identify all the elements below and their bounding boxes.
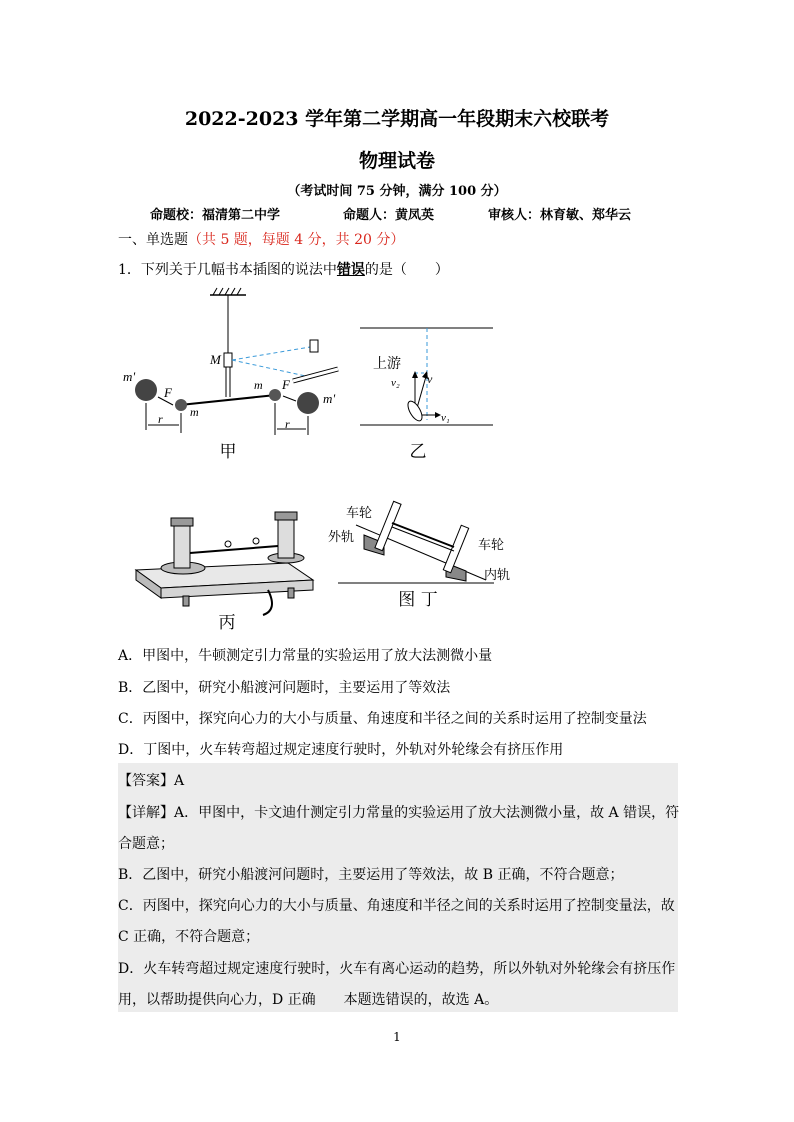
answer-line: 【答案】A [118, 773, 185, 789]
stem-emphasis: 错误 [336, 262, 365, 278]
label-outer-rail: 外轨 [328, 529, 355, 544]
label-v: v [427, 372, 433, 386]
detail-line-1: 【详解】A．甲图中，卡文迪什测定引力常量的实验运用了放大法测微小量，故 A 错误，符 [118, 805, 680, 821]
stem-suffix: 的是（ ） [364, 262, 449, 278]
label-m-prime-left: m' [123, 369, 136, 384]
detail-line-4: C．丙图中，探究向心力的大小与质量、角速度和半径之间的关系时运用了控制变量法，故 [118, 898, 675, 914]
stem-prefix: 1．下列关于几幅书本插图的说法中 [118, 262, 337, 278]
label-r-right: r [285, 417, 290, 431]
detail-line-6: D．火车转弯超过规定速度行驶时，火车有离心运动的趋势，所以外轨对外轮缘会有挤压作 [118, 961, 676, 977]
detail-line-3: B．乙图中，研究小船渡河问题时，主要运用了等效法，故 B 正确，不符合题意； [118, 867, 624, 883]
school-info: 命题校：福清第二中学 [150, 208, 281, 223]
figure-bing [128, 508, 328, 633]
option-c: C．丙图中，探究向心力的大小与质量、角速度和半径之间的关系时运用了控制变量法 [118, 711, 647, 727]
caption-yi: 乙 [409, 442, 427, 462]
page-number: 1 [393, 1030, 401, 1044]
detail-line-5: C 正确，不符合题意； [118, 929, 260, 945]
label-wheel-right: 车轮 [478, 537, 505, 552]
detail-line-7: 用，以帮助提供向心力，D 正确 本题选错误的，故选 A。 [118, 992, 499, 1008]
label-v2: v₂ [391, 377, 400, 389]
figure-yi [355, 315, 500, 465]
caption-bing: 丙 [218, 613, 236, 633]
question-stem [118, 259, 449, 279]
label-v1: v₁ [441, 412, 450, 424]
reviewer-info: 审核人：林育敏、郑华云 [488, 208, 632, 223]
exam-info: （考试时间 75 分钟，满分 100 分） [287, 184, 507, 199]
label-m-right: m [254, 378, 263, 392]
label-M: M [210, 352, 221, 367]
label-F-left: F [164, 385, 172, 400]
label-r-left: r [158, 412, 163, 426]
exam-title: 2022-2023 学年第二学期高一年段期末六校联考 [184, 108, 610, 130]
label-upstream: 上游 [373, 357, 401, 372]
section-title: 一、单选题 [118, 232, 188, 248]
option-d: D．丁图中，火车转弯超过规定速度行驶时，外轨对外轮缘会有挤压作用 [118, 742, 564, 758]
caption-ding: 图 丁 [398, 590, 438, 610]
label-F-right: F [282, 377, 290, 392]
label-inner-rail: 内轨 [484, 567, 511, 582]
figure-ding [326, 495, 526, 615]
option-a: A．甲图中，牛顿测定引力常量的实验运用了放大法测微小量 [118, 648, 493, 664]
detail-line-2: 合题意； [118, 836, 174, 852]
author-info: 命题人：黄凤英 [343, 208, 435, 223]
label-wheel-left: 车轮 [346, 505, 373, 520]
option-b: B．乙图中，研究小船渡河问题时，主要运用了等效法 [118, 680, 451, 696]
figure-jia [118, 285, 358, 465]
subject-title: 物理试卷 [358, 150, 435, 172]
section-note: （共 5 题，每题 4 分，共 20 分） [188, 232, 405, 248]
caption-jia: 甲 [219, 442, 237, 462]
label-m-left: m [190, 405, 199, 419]
label-m-prime-right: m' [323, 391, 336, 406]
section-heading [118, 229, 404, 249]
